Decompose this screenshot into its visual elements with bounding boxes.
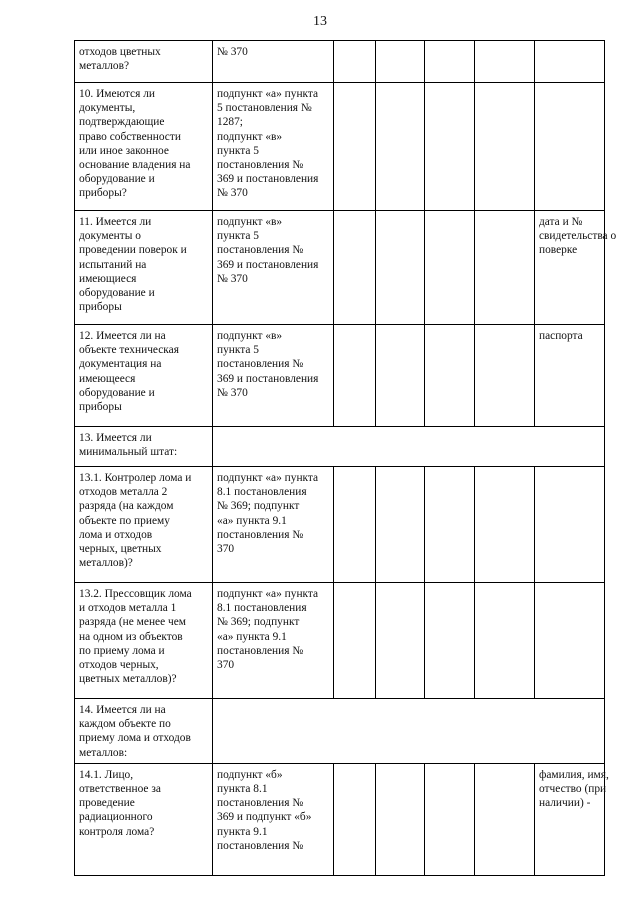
question-cell	[75, 325, 213, 427]
legal-basis-cell	[213, 83, 334, 211]
table-row	[75, 211, 605, 325]
note-cell	[535, 211, 617, 325]
cell-line: дата и №	[539, 216, 583, 228]
cell-line: наличии) -	[539, 797, 591, 810]
answer-not-applicable-cell	[425, 211, 475, 325]
cell-line: имеющееся	[79, 372, 136, 385]
comment-cell	[475, 41, 535, 83]
cell-line: черных, цветных	[79, 543, 162, 556]
answer-not-applicable-cell	[425, 583, 475, 699]
cell-line: постановления №	[217, 839, 304, 852]
cell-line: ответственное за	[79, 783, 161, 796]
cell-line: на одном из объектов	[79, 630, 183, 643]
checklist-table-body	[75, 41, 617, 876]
cell-line: оборудование и	[79, 287, 155, 300]
checklist-table	[74, 40, 617, 876]
comment-cell	[475, 211, 535, 325]
legal-basis-cell	[213, 763, 334, 875]
cell-line: 13.1. Контролер лома и	[79, 472, 192, 484]
cell-line: № 370	[217, 187, 248, 200]
answer-no-cell	[376, 583, 425, 699]
cell-line: 10. Имеются ли	[79, 88, 155, 100]
answer-no-cell	[376, 211, 425, 325]
cell-line: пункта 5	[217, 230, 259, 243]
cell-line: № 369; подпункт	[217, 500, 300, 513]
cell-line: разряда (не менее чем	[79, 616, 186, 629]
cell-line: металлов)?	[79, 557, 133, 570]
cell-line: 369 и постановления	[217, 173, 319, 186]
cell-line: отходов металла 2	[79, 486, 168, 499]
note-cell	[535, 467, 605, 583]
answer-not-applicable-cell	[425, 325, 475, 427]
answer-yes-cell	[334, 211, 376, 325]
cell-line: радиационного	[79, 811, 153, 824]
section-row	[75, 699, 605, 764]
cell-line: 12. Имеется ли на	[79, 330, 166, 342]
cell-line: 8.1 постановления	[217, 486, 307, 499]
cell-line: проведение	[79, 797, 135, 810]
cell-line: металлов:	[79, 746, 128, 759]
cell-line: 13.2. Прессовщик лома	[79, 588, 192, 600]
table-row	[75, 763, 605, 875]
cell-line: цветных металлов)?	[79, 673, 177, 686]
cell-line: оборудование и	[79, 386, 155, 399]
cell-line: приборы	[79, 301, 122, 314]
cell-line: объекте техническая	[79, 344, 179, 357]
answer-yes-cell	[334, 467, 376, 583]
cell-line: 369 и постановления	[217, 258, 319, 271]
question-cell	[75, 583, 213, 699]
cell-line: каждом объекте по	[79, 718, 171, 731]
cell-line: контроля лома?	[79, 825, 155, 838]
cell-line: постановления №	[217, 644, 304, 657]
cell-line: проведении поверок и	[79, 244, 187, 257]
cell-line: право собственности	[79, 130, 181, 143]
answer-no-cell	[376, 763, 425, 875]
answer-yes-cell	[334, 763, 376, 875]
cell-line: металлов?	[79, 60, 130, 73]
question-cell	[75, 699, 213, 764]
cell-line: постановления №	[217, 159, 304, 172]
note-cell	[535, 763, 609, 875]
cell-line: подпункт «в»	[217, 330, 283, 342]
cell-line: оборудование и	[79, 173, 155, 186]
cell-line: «а» пункта 9.1	[217, 630, 287, 643]
comment-cell	[475, 467, 535, 583]
cell-line: 8.1 постановления	[217, 602, 307, 615]
cell-line: пункта 5	[217, 344, 259, 357]
legal-basis-cell	[213, 325, 334, 427]
cell-line: подпункт «б»	[217, 768, 283, 781]
cell-line: документация на	[79, 358, 162, 371]
cell-line: подтверждающие	[79, 116, 165, 129]
cell-line: пункта 5	[217, 144, 259, 157]
answer-yes-cell	[334, 41, 376, 83]
answer-not-applicable-cell	[425, 41, 475, 83]
answer-no-cell	[376, 325, 425, 427]
cell-line: подпункт «а» пункта	[217, 588, 319, 600]
cell-line: свидетельства о	[539, 230, 617, 243]
table-row	[75, 467, 605, 583]
cell-line: «а» пункта 9.1	[217, 514, 287, 527]
question-cell	[75, 83, 213, 211]
table-row	[75, 41, 605, 83]
cell-line: документы о	[79, 230, 141, 243]
answer-yes-cell	[334, 583, 376, 699]
cell-line: 14. Имеется ли на	[79, 704, 166, 716]
answer-no-cell	[376, 467, 425, 583]
question-cell	[75, 763, 213, 875]
cell-line: или иное законное	[79, 144, 169, 157]
question-cell	[75, 41, 213, 83]
cell-line: по приему лома и	[79, 644, 165, 657]
answer-yes-cell	[334, 83, 376, 211]
cell-line: испытаний на	[79, 258, 147, 271]
cell-line: подпункт «а» пункта	[217, 472, 319, 484]
page-number: 13	[313, 14, 327, 29]
comment-cell	[475, 763, 535, 875]
cell-line: № 370	[217, 386, 248, 399]
table-row	[75, 83, 605, 211]
cell-line: документы,	[79, 102, 136, 115]
cell-line: 369 и подпункт «б»	[217, 811, 312, 824]
cell-line: приему лома и отходов	[79, 732, 191, 745]
section-row	[75, 427, 605, 467]
cell-line: отходов цветных	[79, 46, 161, 58]
cell-line: лома и отходов	[79, 528, 153, 541]
answer-not-applicable-cell	[425, 83, 475, 211]
comment-cell	[475, 325, 535, 427]
comment-cell	[475, 83, 535, 211]
cell-line: 369 и постановления	[217, 372, 319, 385]
cell-line: 370	[217, 659, 235, 672]
cell-line: № 370	[217, 46, 248, 58]
answer-not-applicable-cell	[425, 763, 475, 875]
cell-line: подпункт «в»	[217, 216, 283, 228]
cell-line: постановления №	[217, 528, 304, 541]
legal-basis-cell	[213, 583, 334, 699]
cell-line: подпункт «в»	[217, 130, 283, 143]
question-cell	[75, 211, 213, 325]
note-cell	[535, 583, 605, 699]
cell-line: 13. Имеется ли	[79, 432, 152, 444]
cell-line: 5 постановления №	[217, 102, 312, 115]
note-cell	[535, 325, 605, 427]
legal-basis-cell	[213, 41, 334, 83]
cell-line: основание владения на	[79, 159, 191, 172]
cell-line: поверке	[539, 244, 578, 257]
answer-no-cell	[376, 83, 425, 211]
legal-basis-cell	[213, 211, 334, 325]
cell-line: подпункт «а» пункта	[217, 88, 319, 100]
cell-line: приборы	[79, 401, 122, 414]
cell-line: паспорта	[539, 330, 583, 342]
question-cell	[75, 427, 213, 467]
cell-line: постановления №	[217, 244, 304, 257]
cell-line: № 369; подпункт	[217, 616, 300, 629]
question-cell	[75, 467, 213, 583]
cell-line: объекте по приему	[79, 514, 170, 527]
legal-basis-cell	[213, 467, 334, 583]
cell-line: 11. Имеется ли	[79, 216, 152, 228]
cell-line: и отходов металла 1	[79, 602, 177, 615]
cell-line: пункта 8.1	[217, 783, 268, 796]
answer-yes-cell	[334, 325, 376, 427]
cell-line: имеющиеся	[79, 272, 137, 285]
cell-line: 1287;	[217, 116, 243, 129]
merged-empty-cell	[213, 427, 605, 467]
cell-line: минимальный штат:	[79, 446, 178, 459]
answer-no-cell	[376, 41, 425, 83]
cell-line: № 370	[217, 272, 248, 285]
cell-line: приборы?	[79, 187, 127, 200]
cell-line: 370	[217, 543, 235, 556]
cell-line: фамилия, имя,	[539, 768, 609, 781]
cell-line: отходов черных,	[79, 659, 159, 672]
table-row	[75, 325, 605, 427]
cell-line: пункта 9.1	[217, 825, 268, 838]
cell-line: отчество (при	[539, 783, 607, 796]
note-cell	[535, 41, 605, 83]
cell-line: постановления №	[217, 358, 304, 371]
cell-line: постановления №	[217, 797, 304, 810]
note-cell	[535, 83, 605, 211]
merged-empty-cell	[213, 699, 605, 764]
comment-cell	[475, 583, 535, 699]
answer-not-applicable-cell	[425, 467, 475, 583]
table-row	[75, 583, 605, 699]
cell-line: разряда (на каждом	[79, 500, 174, 513]
cell-line: 14.1. Лицо,	[79, 768, 134, 781]
